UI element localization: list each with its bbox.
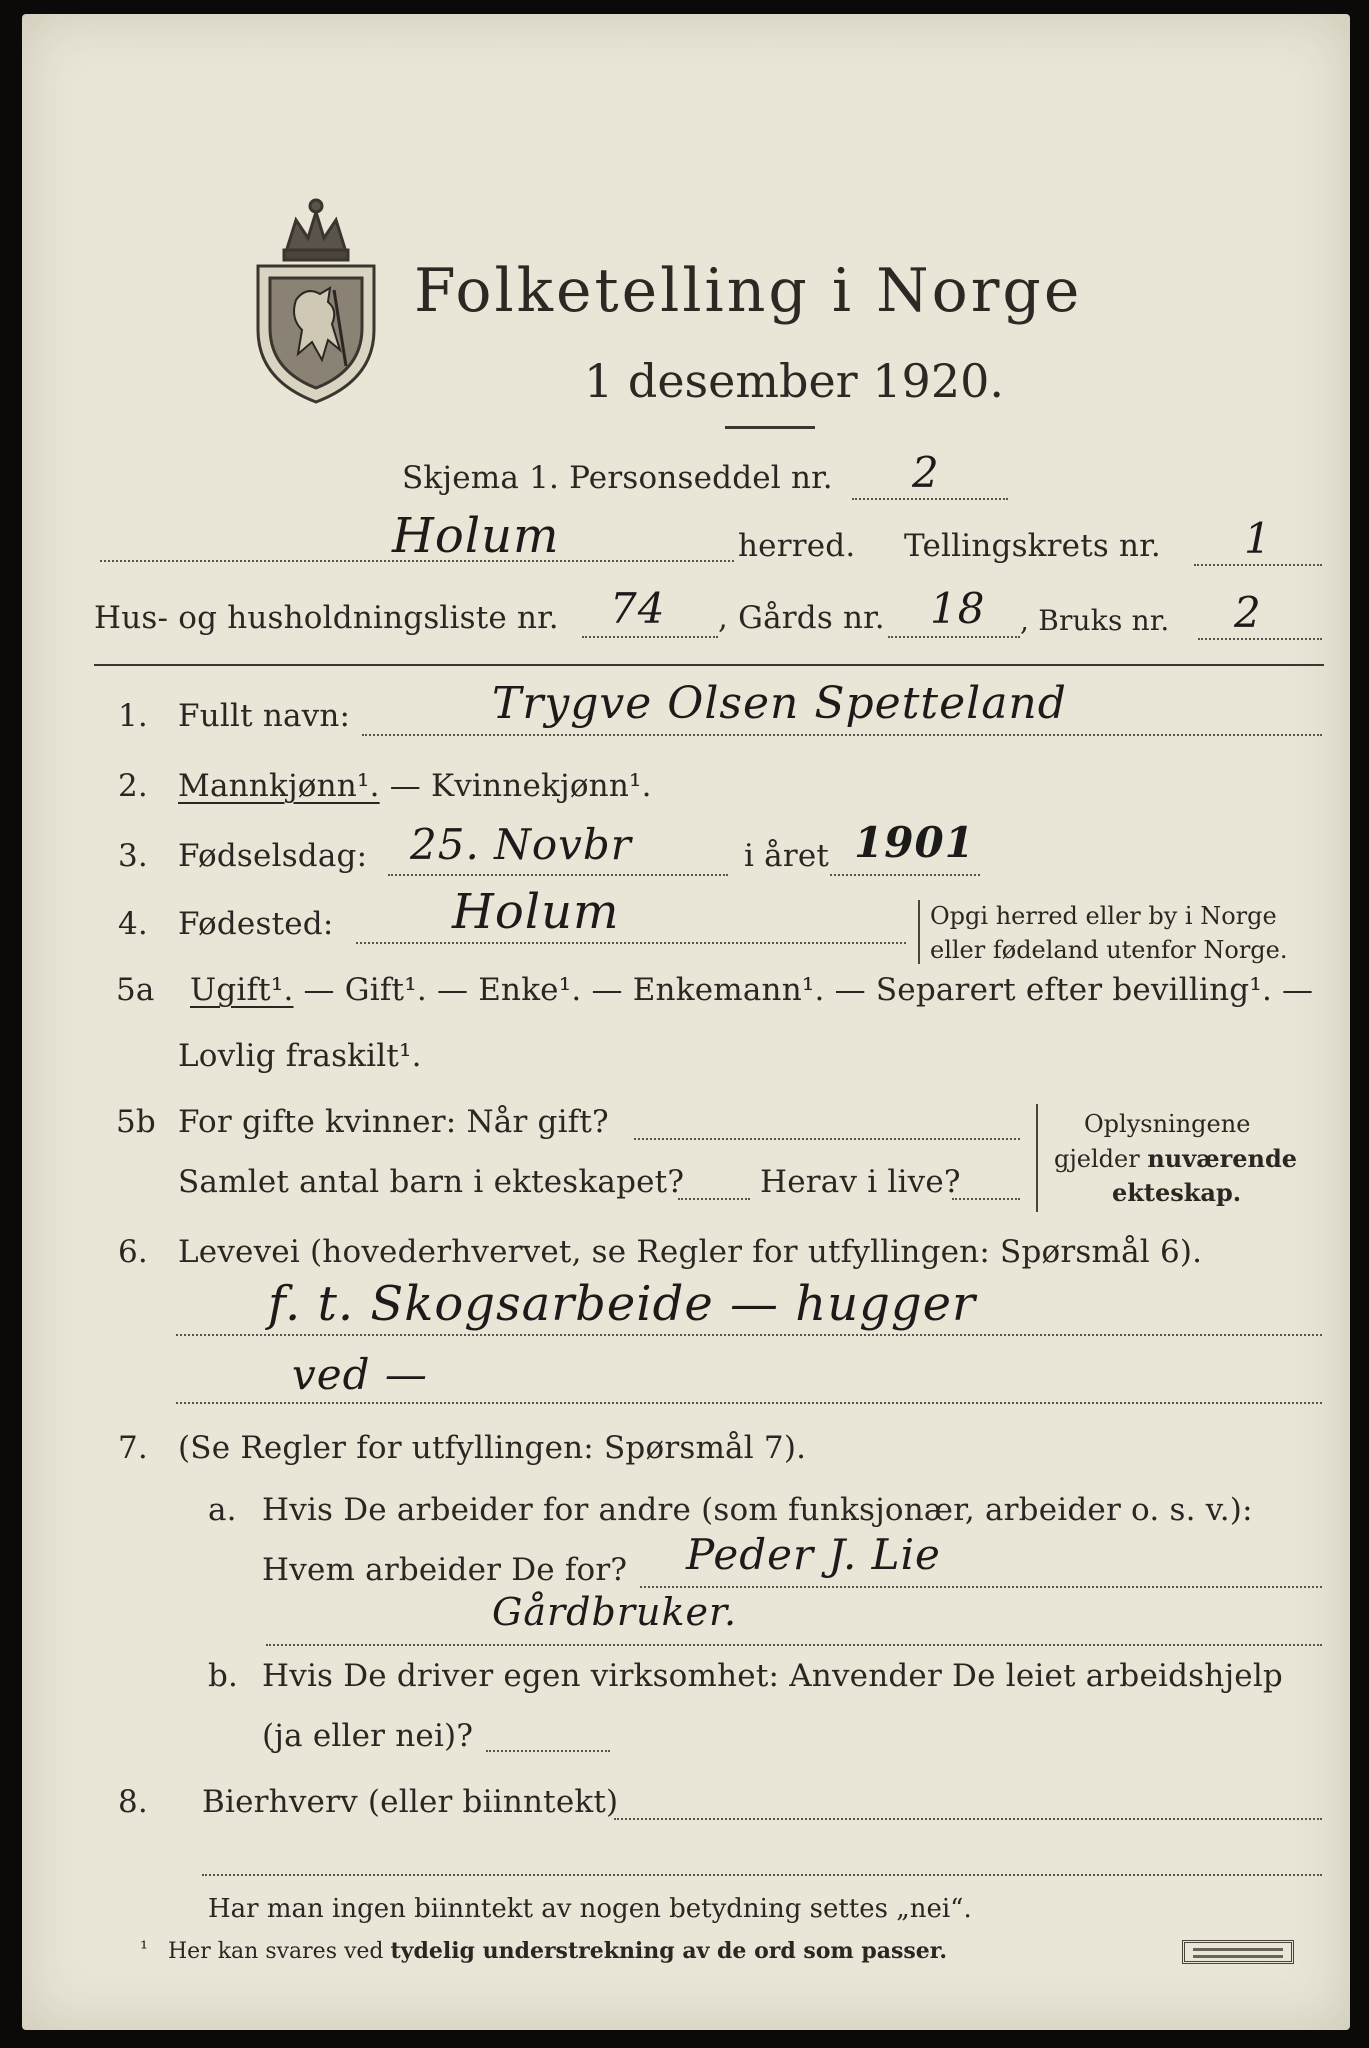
bruks-value: 2	[1234, 588, 1262, 637]
footnote-mark: ¹	[140, 1936, 149, 1960]
household-list-field[interactable]	[582, 636, 718, 638]
tellingskrets-value: 1	[1244, 514, 1272, 563]
q1-field[interactable]	[362, 734, 1322, 736]
q6-field-line2[interactable]	[176, 1402, 1322, 1404]
q5b-children-label: Samlet antal barn i ekteskapet?	[178, 1164, 685, 1200]
q4-field[interactable]	[356, 942, 906, 944]
q2-option-male[interactable]: Mannkjønn¹.	[178, 768, 380, 804]
title-divider	[725, 426, 815, 429]
q5a-options	[190, 972, 1313, 1008]
q7b-question: (ja eller nei)?	[262, 1718, 474, 1754]
gards-label: , Gårds nr.	[718, 600, 885, 636]
q2-number: 2.	[118, 768, 148, 804]
q5b-note-brace	[1036, 1104, 1040, 1212]
q7a-answer-line1: Peder J. Lie	[686, 1530, 941, 1579]
q2-separator: —	[379, 768, 431, 804]
q1-label: Fullt navn:	[178, 698, 351, 734]
household-list-value: 74	[610, 584, 666, 633]
q7a-question: Hvem arbeider De for?	[262, 1552, 628, 1588]
q4-label: Fødested:	[178, 906, 334, 942]
q5a-number: 5a	[116, 972, 155, 1008]
q6-label: Levevei (hovederhvervet, se Regler for utfyllingen: Spørsmål 6).	[178, 1234, 1203, 1270]
q7b-number: b.	[208, 1658, 239, 1694]
q3-label: Fødselsdag:	[178, 838, 368, 874]
schema-number-value: 2	[912, 448, 940, 497]
q3-year-label: i året	[744, 838, 830, 874]
q5a-other-options[interactable]: — Gift¹. — Enke¹. — Enkemann¹. — Separert efter bevilling¹. —	[293, 972, 1314, 1008]
q8-number: 8.	[118, 1784, 148, 1820]
q4-note-line2: eller fødeland utenfor Norge.	[930, 936, 1288, 964]
q4-number: 4.	[118, 906, 148, 942]
household-list-label: Hus- og husholdningsliste nr.	[94, 600, 559, 636]
census-form-sheet	[22, 14, 1350, 2030]
q6-answer-line2: ved —	[292, 1350, 428, 1399]
coat-of-arms-icon	[246, 190, 386, 410]
schema-number-field[interactable]	[852, 498, 1008, 500]
bruks-label: , Bruks nr.	[1020, 604, 1170, 637]
q3-year-answer: 1901	[854, 818, 975, 867]
q7a-answer-line2: Gårdbruker.	[492, 1590, 738, 1634]
schema-label: Skjema 1. Personseddel nr.	[402, 460, 833, 496]
q7-label: (Se Regler for utfyllingen: Spørsmål 7).	[178, 1430, 807, 1466]
header-separator	[94, 664, 1324, 666]
herred-value: Holum	[392, 508, 560, 564]
q7-number: 7.	[118, 1430, 148, 1466]
q6-number: 6.	[118, 1234, 148, 1270]
q5a-option-fraskilt[interactable]: Lovlig fraskilt¹.	[178, 1038, 422, 1074]
q3-day-answer: 25. Novbr	[410, 820, 632, 869]
q4-note-line1: Opgi herred eller by i Norge	[930, 902, 1277, 930]
q6-field-line1[interactable]	[176, 1334, 1322, 1336]
q5b-note-line2: gjelder nuværende	[1054, 1144, 1298, 1173]
q2-option-female[interactable]: Kvinnekjønn¹.	[430, 768, 652, 804]
q7a-field-line1[interactable]	[640, 1586, 1322, 1588]
q5b-note-line3: ekteskap.	[1112, 1178, 1242, 1207]
q5b-alive-label: Herav i live?	[760, 1164, 961, 1200]
q6-answer-line1: f. t. Skogsarbeide — hugger	[268, 1276, 976, 1332]
q4-answer: Holum	[452, 884, 620, 940]
q2-options	[178, 768, 652, 804]
q3-number: 3.	[118, 838, 148, 874]
q5b-number: 5b	[116, 1104, 156, 1140]
q1-answer: Trygve Olsen Spetteland	[492, 678, 1067, 729]
q8-note: Har man ingen biinntekt av nogen betydning settes „nei“.	[208, 1894, 972, 1924]
gards-field[interactable]	[888, 636, 1020, 638]
q7a-field-line2[interactable]	[266, 1644, 1322, 1646]
q1-number: 1.	[118, 698, 148, 734]
tellingskrets-label: Tellingskrets nr.	[904, 528, 1161, 564]
q5b-alive-field[interactable]	[952, 1198, 1020, 1200]
q8-field-line2[interactable]	[202, 1874, 1322, 1876]
q7a-number: a.	[208, 1492, 237, 1528]
footnote-text: Her kan svares ved tydelig understrekning av de ord som passer.	[168, 1938, 948, 1964]
q3-day-field[interactable]	[388, 874, 728, 876]
tellingskrets-field[interactable]	[1194, 564, 1322, 566]
q5b-married-label: For gifte kvinner: Når gift?	[178, 1104, 609, 1140]
q7b-label: Hvis De driver egen virksomhet: Anvender De leiet arbeidshjelp	[262, 1658, 1283, 1694]
q8-field-line1[interactable]	[614, 1818, 1322, 1820]
q7b-field[interactable]	[486, 1750, 610, 1752]
bruks-field[interactable]	[1198, 638, 1322, 640]
q3-year-field[interactable]	[830, 874, 980, 876]
q4-note-brace	[918, 900, 922, 964]
q5b-married-field[interactable]	[634, 1138, 1020, 1140]
q5b-note-line1: Oplysningene	[1084, 1110, 1251, 1138]
herred-label: herred.	[738, 528, 856, 564]
q8-label: Bierhverv (eller biinntekt)	[202, 1784, 619, 1820]
q7a-label: Hvis De arbeider for andre (som funksjonær, arbeider o. s. v.):	[262, 1492, 1253, 1528]
printer-stamp-icon	[1182, 1940, 1294, 1964]
form-title: Folketelling i Norge	[414, 256, 1083, 326]
q5b-children-field[interactable]	[678, 1198, 750, 1200]
gards-value: 18	[930, 584, 986, 633]
q5a-option-ugift[interactable]: Ugift¹.	[190, 972, 294, 1008]
form-date: 1 desember 1920.	[584, 354, 1004, 408]
